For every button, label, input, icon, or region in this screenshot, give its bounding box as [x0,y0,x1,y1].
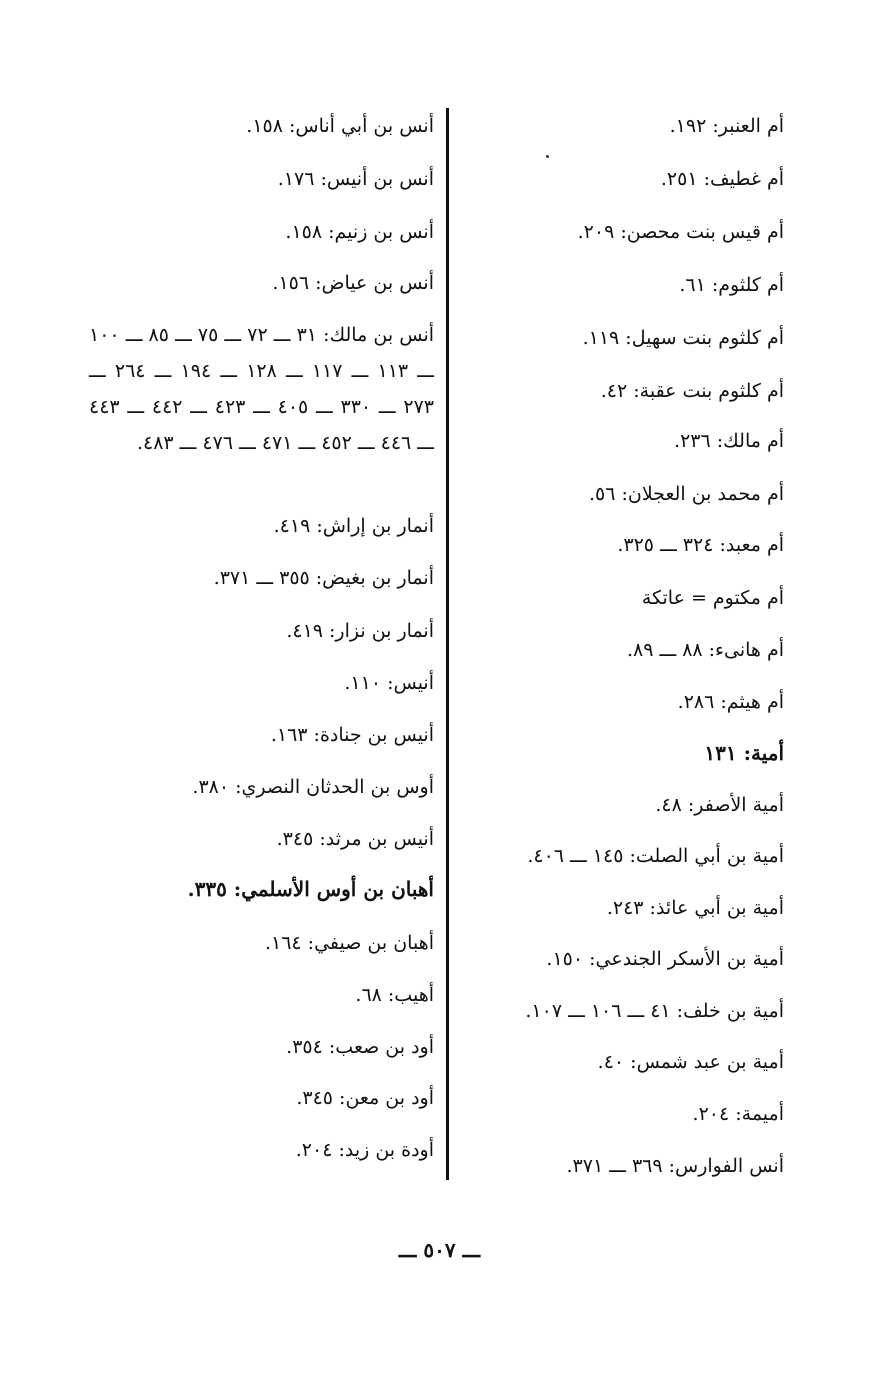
index-entry: أم كلثوم بنت سهيل: ١١٩. [582,327,784,349]
index-entry: أم مالك: ٢٣٦. [674,430,784,452]
index-entry: أود بن صعب: ٣٥٤. [286,1036,434,1058]
ink-speck [546,155,549,158]
index-entry: أم مكتوم = عاتكة [641,587,784,609]
index-entry: أنمار بن إراش: ٤١٩. [273,515,434,537]
index-entry: أهبان بن صيفي: ١٦٤. [264,932,434,954]
index-entry: أودة بن زيد: ٢٠٤. [295,1139,434,1161]
index-entry: أود بن معن: ٣٤٥. [296,1087,434,1109]
index-entry-multiline: أنس بن مالك: ٣١ ـــ ٧٢ ـــ ٧٥ ـــ ٨٥ ـــ ١٠٠ ـــ ١١٣ ـــ ١١٧ ـــ ١٢٨ ـــ ١٩٤ ـــ ٢٦٤ ـــ ٢٧٣ ـــ ٣٣٠ ـــ ٤٠٥ ـــ ٤٢٣ ـــ ٤٤٢ ـــ ٤٤٣ ـــ ٤٤٦ ـــ ٤٥٢ ـــ ٤٧١ ـــ ٤٧٦ ـــ ٤٨٣. [89,324,435,454]
index-entry: أم هيثم: ٢٨٦. [677,691,784,713]
index-entry: أنمار بن بغيض: ٣٥٥ ـــ ٣٧١. [213,567,434,589]
index-entry: أم معبد: ٣٢٤ ـــ ٣٢٥. [617,534,784,556]
index-entry: أنس الفوارس: ٣٦٩ ـــ ٣٧١. [566,1155,784,1177]
index-entry: أمية بن أبي الصلت: ١٤٥ ـــ ٤٠٦. [527,845,784,867]
index-entry: أنمار بن نزار: ٤١٩. [286,620,434,642]
index-entry: أمية الأصفر: ٤٨. [655,794,784,816]
index-entry: أنيس بن مرثد: ٣٤٥. [276,828,434,850]
index-entry: أنس بن أبي أناس: ١٥٨. [246,115,434,137]
index-entry: أم محمد بن العجلان: ٥٦. [588,483,784,505]
index-entry: أمية بن خلف: ٤١ ـــ ١٠٦ ـــ ١٠٧. [525,1000,784,1022]
index-entry: أم العنبر: ١٩٢. [669,115,784,137]
index-entry: أنس بن أنيس: ١٧٦. [277,168,434,190]
index-entry: أنيس بن جنادة: ١٦٣. [270,724,434,746]
index-entry: أهيب: ٦٨. [355,984,434,1006]
index-entry: أم قيس بنت محصن: ٢٠٩. [577,221,784,243]
index-entry: أم كلثوم: ٦١. [679,274,784,296]
index-entry: أمية بن الأسكر الجندعي: ١٥٠. [546,948,784,970]
page-number: ـــ ٥٠٧ ـــ [398,1238,481,1262]
index-entry-bold: أهبان بن أوس الأسلمي: ٣٣٥. [187,877,434,901]
index-entry: أنس بن زنيم: ١٥٨. [285,221,434,243]
index-entry: أم كلثوم بنت عقبة: ٤٢. [600,380,784,402]
column-divider [446,108,449,1180]
index-entry: أمية بن عبد شمس: ٤٠. [597,1051,784,1073]
index-entry: أوس بن الحدثان النصري: ٣٨٠. [192,776,434,798]
index-entry: أميمة: ٢٠٤. [692,1103,784,1125]
index-entry: أمية بن أبي عائذ: ٢٤٣. [606,897,784,919]
index-entry-bold: أمية: ١٣١ [704,741,784,765]
index-entry: أنيس: ١١٠. [344,672,434,694]
index-entry: أم غطيف: ٢٥١. [660,168,784,190]
index-entry: أم هانىء: ٨٨ ـــ ٨٩. [626,639,784,661]
index-entry: أنس بن عياض: ١٥٦. [272,272,434,294]
